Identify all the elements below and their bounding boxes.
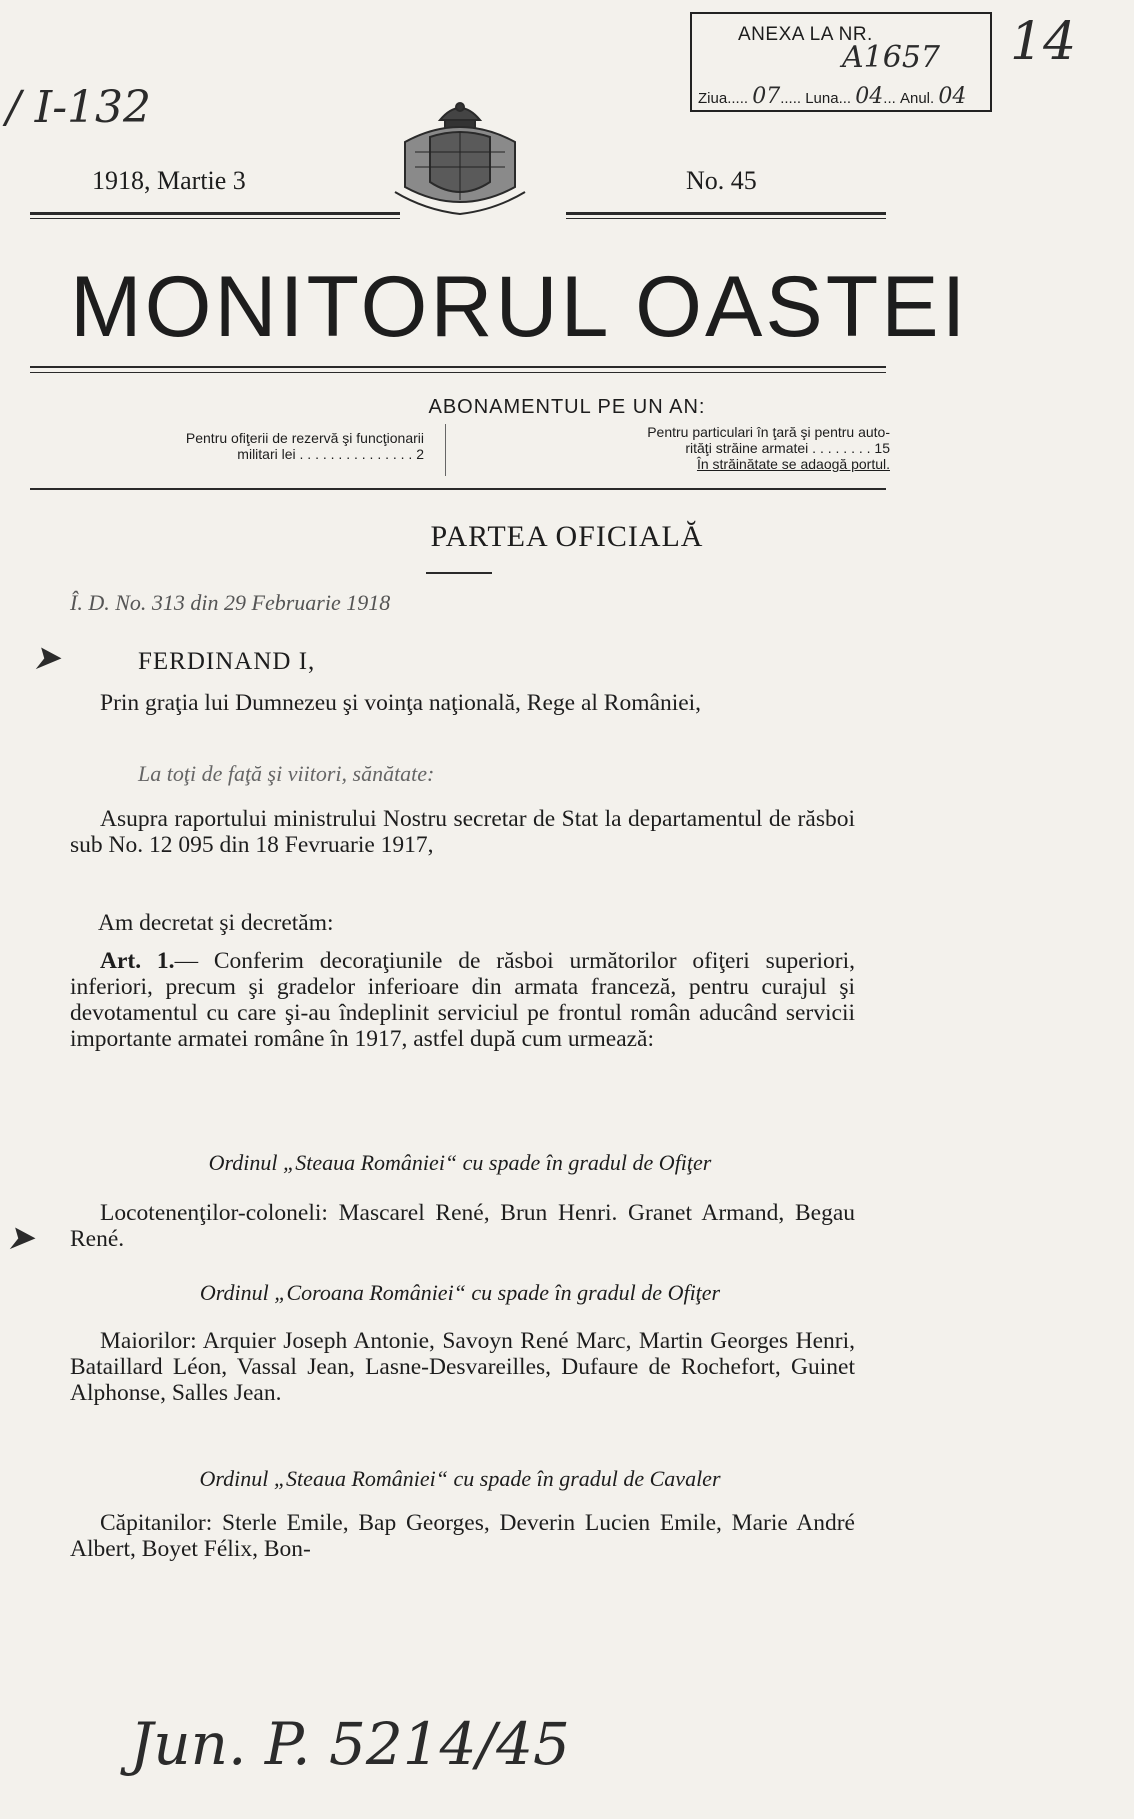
- header-rule-left-thin: [30, 218, 400, 219]
- order-recipients-2-text: Maiorilor: Arquier Joseph Antonie, Savoyn René Marc, Martin Georges Henri, Bataillard Léon, Vassal Jean, Lasne-Desvareilles, Dufaure de Rochefort, Guinet Alphonse, Salles Jean.: [70, 1328, 855, 1406]
- decree-grace: [70, 690, 855, 716]
- order-recipients-3: [70, 1510, 855, 1562]
- handwritten-reference-right: 14: [1010, 12, 1077, 72]
- subscription-left-line1: Pentru ofiţerii de rezervă şi funcţionarii: [185, 430, 424, 446]
- header-rule-right-thin: [566, 218, 886, 219]
- masthead-rule-thin: [30, 372, 886, 373]
- stamp-anul: 04: [938, 84, 967, 109]
- stamp-number: A1657: [842, 40, 941, 75]
- subscription-rule: [30, 488, 886, 490]
- masthead-title: MONITORUL OASTEI: [70, 259, 969, 355]
- issue-date: 1918, Martie 3: [92, 166, 246, 195]
- decree-salutation: La toţi de faţă şi viitori, sănătate:: [138, 761, 435, 786]
- order-recipients-2: [70, 1328, 855, 1406]
- annex-stamp: [690, 12, 992, 112]
- subscription-left-line2: militari lei . . . . . . . . . . . . . . . 2: [237, 446, 424, 462]
- stamp-luna-label: Luna: [805, 90, 839, 107]
- header-rule-left: [30, 212, 400, 215]
- order-recipients-3-text: Căpitanilor: Sterle Emile, Bap Georges, Deverin Lucien Emile, Marie André Albert, Boyet Félix, Bon-: [70, 1510, 855, 1562]
- article-1: [70, 948, 855, 1052]
- stamp-luna: 04: [855, 84, 884, 109]
- subscription-right-line1: Pentru particulari în ţară şi pentru auto-: [647, 424, 890, 440]
- handwritten-footer-note: Jun. P. 5214/45: [130, 1710, 570, 1778]
- subscription-right-line2: rităţi străine armatei . . . . . . . . 15: [685, 440, 890, 456]
- stamp-title: ANEXA LA NR.: [738, 24, 873, 45]
- order-recipients-1: [70, 1200, 855, 1252]
- order-heading-3: Ordinul „Steaua României“ cu spade în gradul de Cavaler: [199, 1466, 721, 1491]
- order-heading-1: Ordinul „Steaua României“ cu spade în gradul de Ofiţer: [208, 1150, 712, 1175]
- stamp-anul-label: Anul: [899, 90, 930, 107]
- king-name: FERDINAND I,: [138, 648, 316, 675]
- stamp-ziua-label: Ziua: [698, 90, 728, 107]
- subscription-officers: [24, 430, 424, 462]
- section-title: PARTEA OFICIALĂ: [430, 520, 704, 553]
- coat-of-arms-icon: [385, 92, 535, 222]
- subscription-right-line3: În străinătate se adaogă portul.: [696, 456, 890, 472]
- subscription-divider: [445, 424, 446, 476]
- decree-reference: Î. D. No. 313 din 29 Februarie 1918: [70, 590, 391, 615]
- stamp-date-row: Ziua..... 07..... Luna... 04... Anul. 04: [698, 84, 967, 109]
- header-rule-right: [566, 212, 886, 215]
- subscription-title: ABONAMENTUL PE UN AN:: [428, 396, 706, 418]
- article-1-text: — Conferim decoraţiunile de răsboi următorilor ofiţeri superiori, inferiori, precum şi gradelor inferioare din armata franceză, pentru curajul şi devotamentul cu care şi-au îndeplinit serviciul pe frontul român aducând servicii importante armatei române în 1917, astfel după cum urmează:: [70, 948, 855, 1052]
- order-recipients-1-text: Locotenenţilor-coloneli: Mascarel René, Brun Henri. Granet Armand, Begau René.: [70, 1200, 855, 1252]
- article-1-label: Art. 1.: [100, 948, 175, 974]
- masthead-rule: [30, 366, 886, 368]
- issue-number: No. 45: [686, 166, 757, 195]
- handwritten-reference-left: / I-132: [6, 82, 152, 133]
- margin-mark-arrow-icon: ➤: [32, 638, 61, 678]
- decree-report-text: Asupra raportului ministrului Nostru secretar de Stat la departamentul de răsboi sub No. 12 095 din 18 Fevruarie 1917,: [70, 806, 855, 858]
- order-heading-2: Ordinul „Coroana României“ cu spade în gradul de Ofiţer: [199, 1280, 721, 1305]
- decree-declaration: Am decretat şi decretăm:: [98, 910, 334, 936]
- decree-grace-text: Prin graţia lui Dumnezeu şi voinţa naţională, Rege al României,: [100, 690, 702, 716]
- section-title-rule: [426, 572, 492, 574]
- decree-report: [70, 806, 855, 858]
- stamp-ziua: 07: [752, 84, 781, 109]
- subscription-particulars: [460, 424, 890, 472]
- margin-mark-arrow-icon-2: ➤: [6, 1218, 35, 1258]
